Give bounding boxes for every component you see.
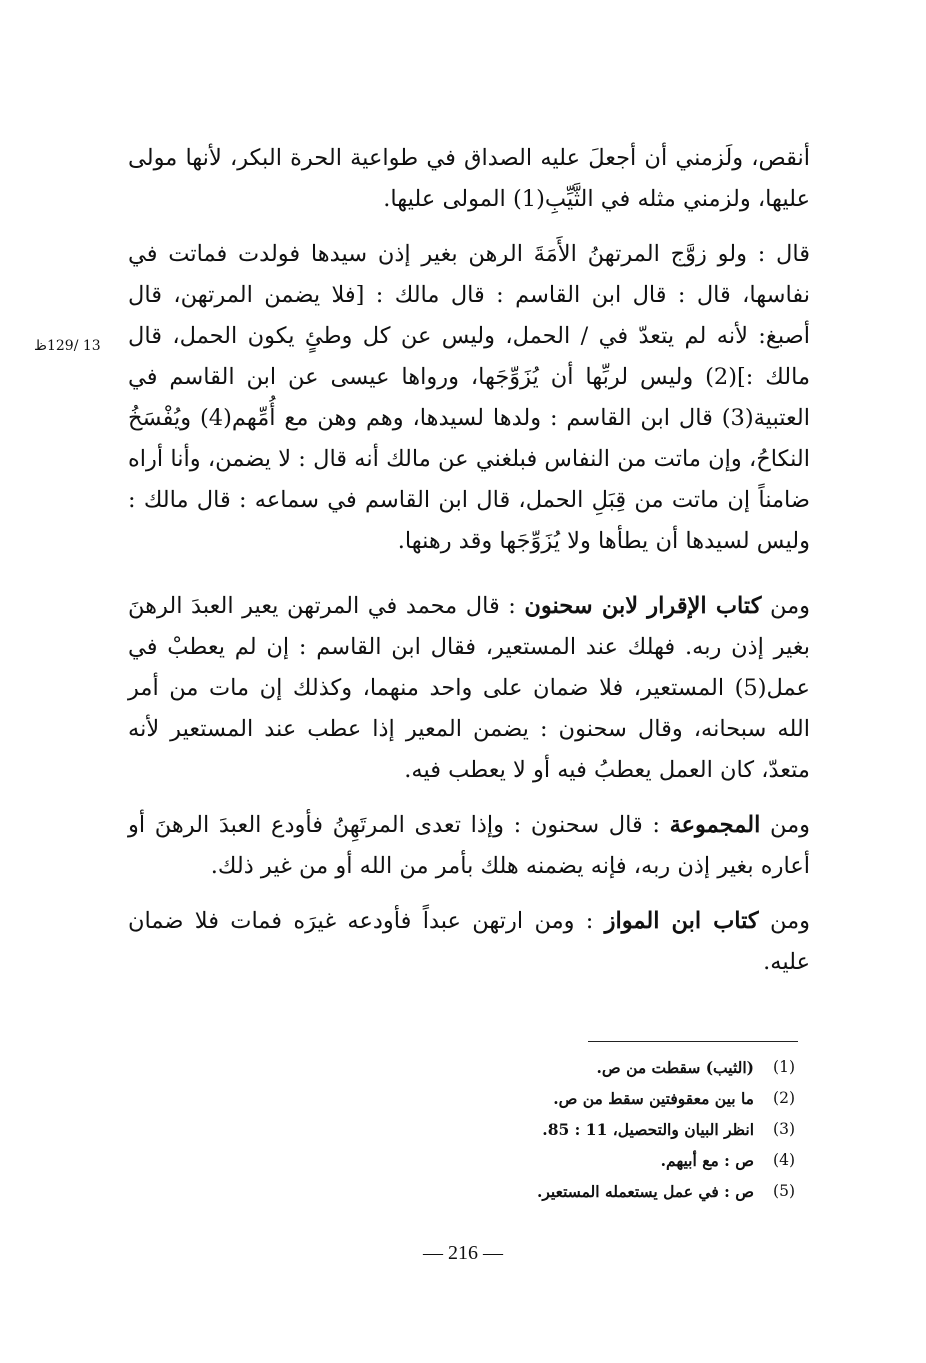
footnote-item <box>298 1145 798 1176</box>
footnote-number: (5) <box>773 1182 795 1200</box>
manuscript-folio-note: 13 /129ظ <box>34 338 101 354</box>
paragraph-5-text: : ومن ارتهن عبداً فأودعه غيرَه فمات فلا ضمان عليه. <box>128 908 810 975</box>
paragraph-4 <box>128 805 810 887</box>
footnote-number: (2) <box>773 1089 795 1107</box>
footnote-text: ما بين معقوفتين سقط من ص. <box>553 1089 754 1108</box>
paragraph-4-heading: المجموعة <box>669 812 761 838</box>
paragraph-3-lead: ومن <box>769 593 810 619</box>
paragraph-4-lead: ومن <box>769 812 810 838</box>
footnote-number: (1) <box>773 1058 795 1076</box>
paragraph-3-heading: كتاب الإقرار لابن سحنون <box>524 593 762 619</box>
paragraph-4-text: : قال سحنون : وإذا تعدى المرتَهِنُ فأودع العبدَ الرهنَ أو أعاره بغير إذن ربه، فإنه يضمنه هلك بأمر من الله أو من غير ذلك. <box>128 812 810 879</box>
footnote-text: (الثيب) سقطت من ص. <box>596 1058 754 1077</box>
paragraph-5-heading: كتاب ابن المواز <box>604 908 759 934</box>
paragraph-2-text: قال : ولو زوَّج المرتهنُ الأَمَةَ الرهن بغير إذن سيدها فولدت فماتت في نفاسها، قال : قال ابن القاسم : قال مالك : [فلا يضمن المرتهن، قال أصبغ: لأنه لم يتعدّ في / الحمل، وليس عن كل وطئٍ يكون الحمل، قال مالك :](2) وليس لربِّها أن يُزَوِّجَها، ورواها عيسى عن ابن القاسم في العتبية(3) قال ابن القاسم : ولدها لسيدها، وهم وهن مع أُمِّهم(4) ويُفْسَخُ النكاحُ، وإن ماتت من النفاس فبلغني عن مالك أنه قال : لا يضمن، وأنا أراه ضامناً إن ماتت من قِبَلِ الحمل، قال ابن القاسم في سماعه : قال مالك : وليس لسيدها أن يطأها ولا يُزَوِّجَها وقد رهنها. <box>128 241 811 554</box>
paragraph-1 <box>128 138 810 220</box>
main-text <box>128 138 810 997</box>
paragraph-3 <box>128 586 810 791</box>
paragraph-5-lead: ومن <box>769 908 810 934</box>
footnotes <box>298 1052 798 1207</box>
footnote-item <box>298 1114 798 1145</box>
footnote-item <box>298 1052 798 1083</box>
footnote-number: (4) <box>773 1151 795 1169</box>
paragraph-3-text: : قال محمد في المرتهن يعير العبدَ الرهنَ بغير إذن ربه. فهلك عند المستعير، فقال ابن القاسم : إن لم يعطبْ في عمل(5) المستعير، فلا ضمان على واحد منهما، وكذلك إن مات من أمر الله سبحانه، وقال سحنون : يضمن المعير إذا عطب عند المستعير لأنه متعدّ، كان العمل يعطبُ فيه أو لا يعطب فيه. <box>128 593 810 783</box>
footnote-item <box>298 1176 798 1207</box>
paragraph-1-text: أنقص، ولَزمني أن أجعلَ عليه الصداق في طواعية الحرة البكر، لأنها مولى عليها، ولزمني مثله في الثَّيِّبِ(1) المولى عليها. <box>128 145 810 212</box>
footnote-text: ص : مع أبيهم. <box>660 1151 754 1170</box>
footnote-text: ص : في عمل يستعمله المستعير. <box>536 1182 754 1201</box>
footnote-number: (3) <box>773 1120 795 1138</box>
footnote-text: انظر البيان والتحصيل، 11 : 85. <box>542 1120 754 1139</box>
footnote-item <box>298 1083 798 1114</box>
paragraph-5 <box>128 901 810 983</box>
footnote-divider <box>588 1041 798 1042</box>
page-number: — 216 — <box>423 1242 503 1264</box>
paragraph-2 <box>128 234 810 562</box>
